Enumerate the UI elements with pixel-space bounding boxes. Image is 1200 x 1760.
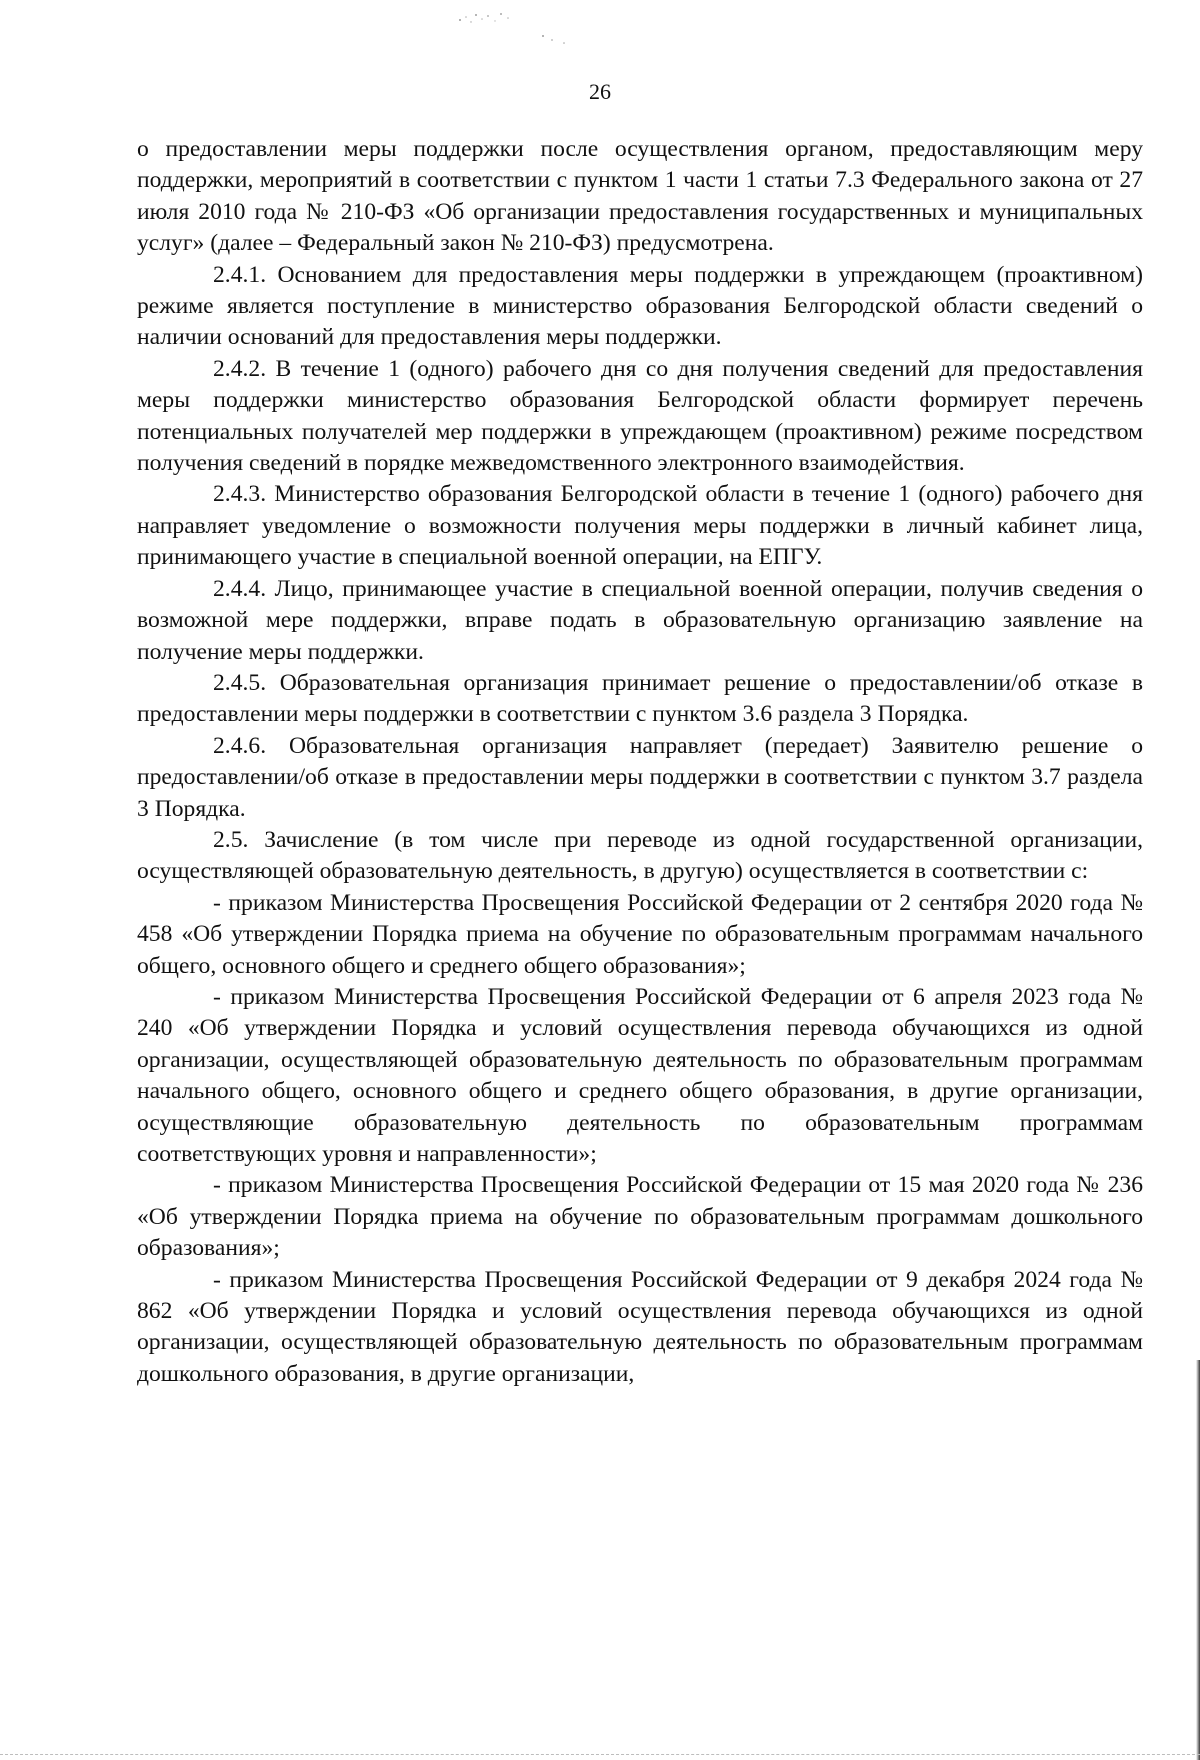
scan-bottom-edge xyxy=(0,1754,1200,1756)
list-item-order-862: - приказом Министерства Просвещения Российской Федерации от 9 декабря 2024 года № 862 «Об утверждении Порядка и условий осуществления перевода обучающихся из одной организации, осуществляющей образовательную деятельность по образовательным программам дошкольного образования, в другие организации, xyxy=(137,1266,1143,1387)
page-number: 26 xyxy=(589,79,611,104)
paragraph-continuation: о предоставлении меры поддержки после осуществления органом, предоставляющим меру поддержки, мероприятий в соответствии с пунктом 1 части 1 статьи 7.3 Федерального закона от 27 июля 2010 года № 210-ФЗ «Об организации предоставления государственных и муниципальных услуг» (далее – Федеральный закон № 210-ФЗ) предусмотрена. xyxy=(137,136,1143,257)
paragraph-2-4-5: 2.4.5. Образовательная организация принимает решение о предоставлении/об отказе в предоставлении меры поддержки в соответствии с пунктом 3.6 раздела 3 Порядка. xyxy=(137,669,1143,728)
scan-edge-shadow xyxy=(1196,1360,1200,1760)
document-body xyxy=(137,134,1143,1390)
paragraph-2-4-2: 2.4.2. В течение 1 (одного) рабочего дня со дня получения сведений для предоставления меры поддержки министерство образования Белгородской области формирует перечень потенциальных получателей мер поддержки в упреждающем (проактивном) режиме посредством получения сведений в порядке межведомственного электронного взаимодействия. xyxy=(137,355,1143,477)
paragraph-2-5: 2.5. Зачисление (в том числе при переводе из одной государственной организации, осуществляющей образовательную деятельность, в другую) осуществляется в соответствии с: xyxy=(137,826,1143,885)
paragraph-2-4-1: 2.4.1. Основанием для предоставления меры поддержки в упреждающем (проактивном) режиме является поступление в министерство образования Белгородской области сведений о наличии оснований для предоставления меры поддержки. xyxy=(137,261,1143,351)
paragraph-2-4-3: 2.4.3. Министерство образования Белгородской области в течение 1 (одного) рабочего дня направляет уведомление о возможности получения меры поддержки в личный кабинет лица, принимающего участие в специальной военной операции, на ЕПГУ. xyxy=(137,481,1143,571)
paragraph-2-4-6: 2.4.6. Образовательная организация направляет (передает) Заявителю решение о предоставлении/об отказе в предоставлении меры поддержки в соответствии с пунктом 3.7 раздела 3 Порядка. xyxy=(137,732,1143,822)
scan-noise-specks xyxy=(440,6,600,46)
list-item-order-240: - приказом Министерства Просвещения Российской Федерации от 6 апреля 2023 года № 240 «Об утверждении Порядка и условий осуществления перевода обучающихся из одной организации, осуществляющей образовательную деятельность по образовательным программам начального общего, основного общего и среднего общего образования, в другие организации, осуществляющие образовательную деятельность по образовательным программам соответствующих уровня и направленности»; xyxy=(137,983,1143,1167)
list-item-order-458: - приказом Министерства Просвещения Российской Федерации от 2 сентября 2020 года № 458 «Об утверждении Порядка приема на обучение по образовательным программам начального общего, основного общего и среднего общего образования»; xyxy=(137,889,1143,979)
paragraph-2-4-4: 2.4.4. Лицо, принимающее участие в специальной военной операции, получив сведения о возможной мере поддержки, вправе подать в образовательную организацию заявление на получение меры поддержки. xyxy=(137,575,1143,665)
list-item-order-236: - приказом Министерства Просвещения Российской Федерации от 15 мая 2020 года № 236 «Об утверждении Порядка приема на обучение по образовательным программам дошкольного образования»; xyxy=(137,1172,1143,1262)
